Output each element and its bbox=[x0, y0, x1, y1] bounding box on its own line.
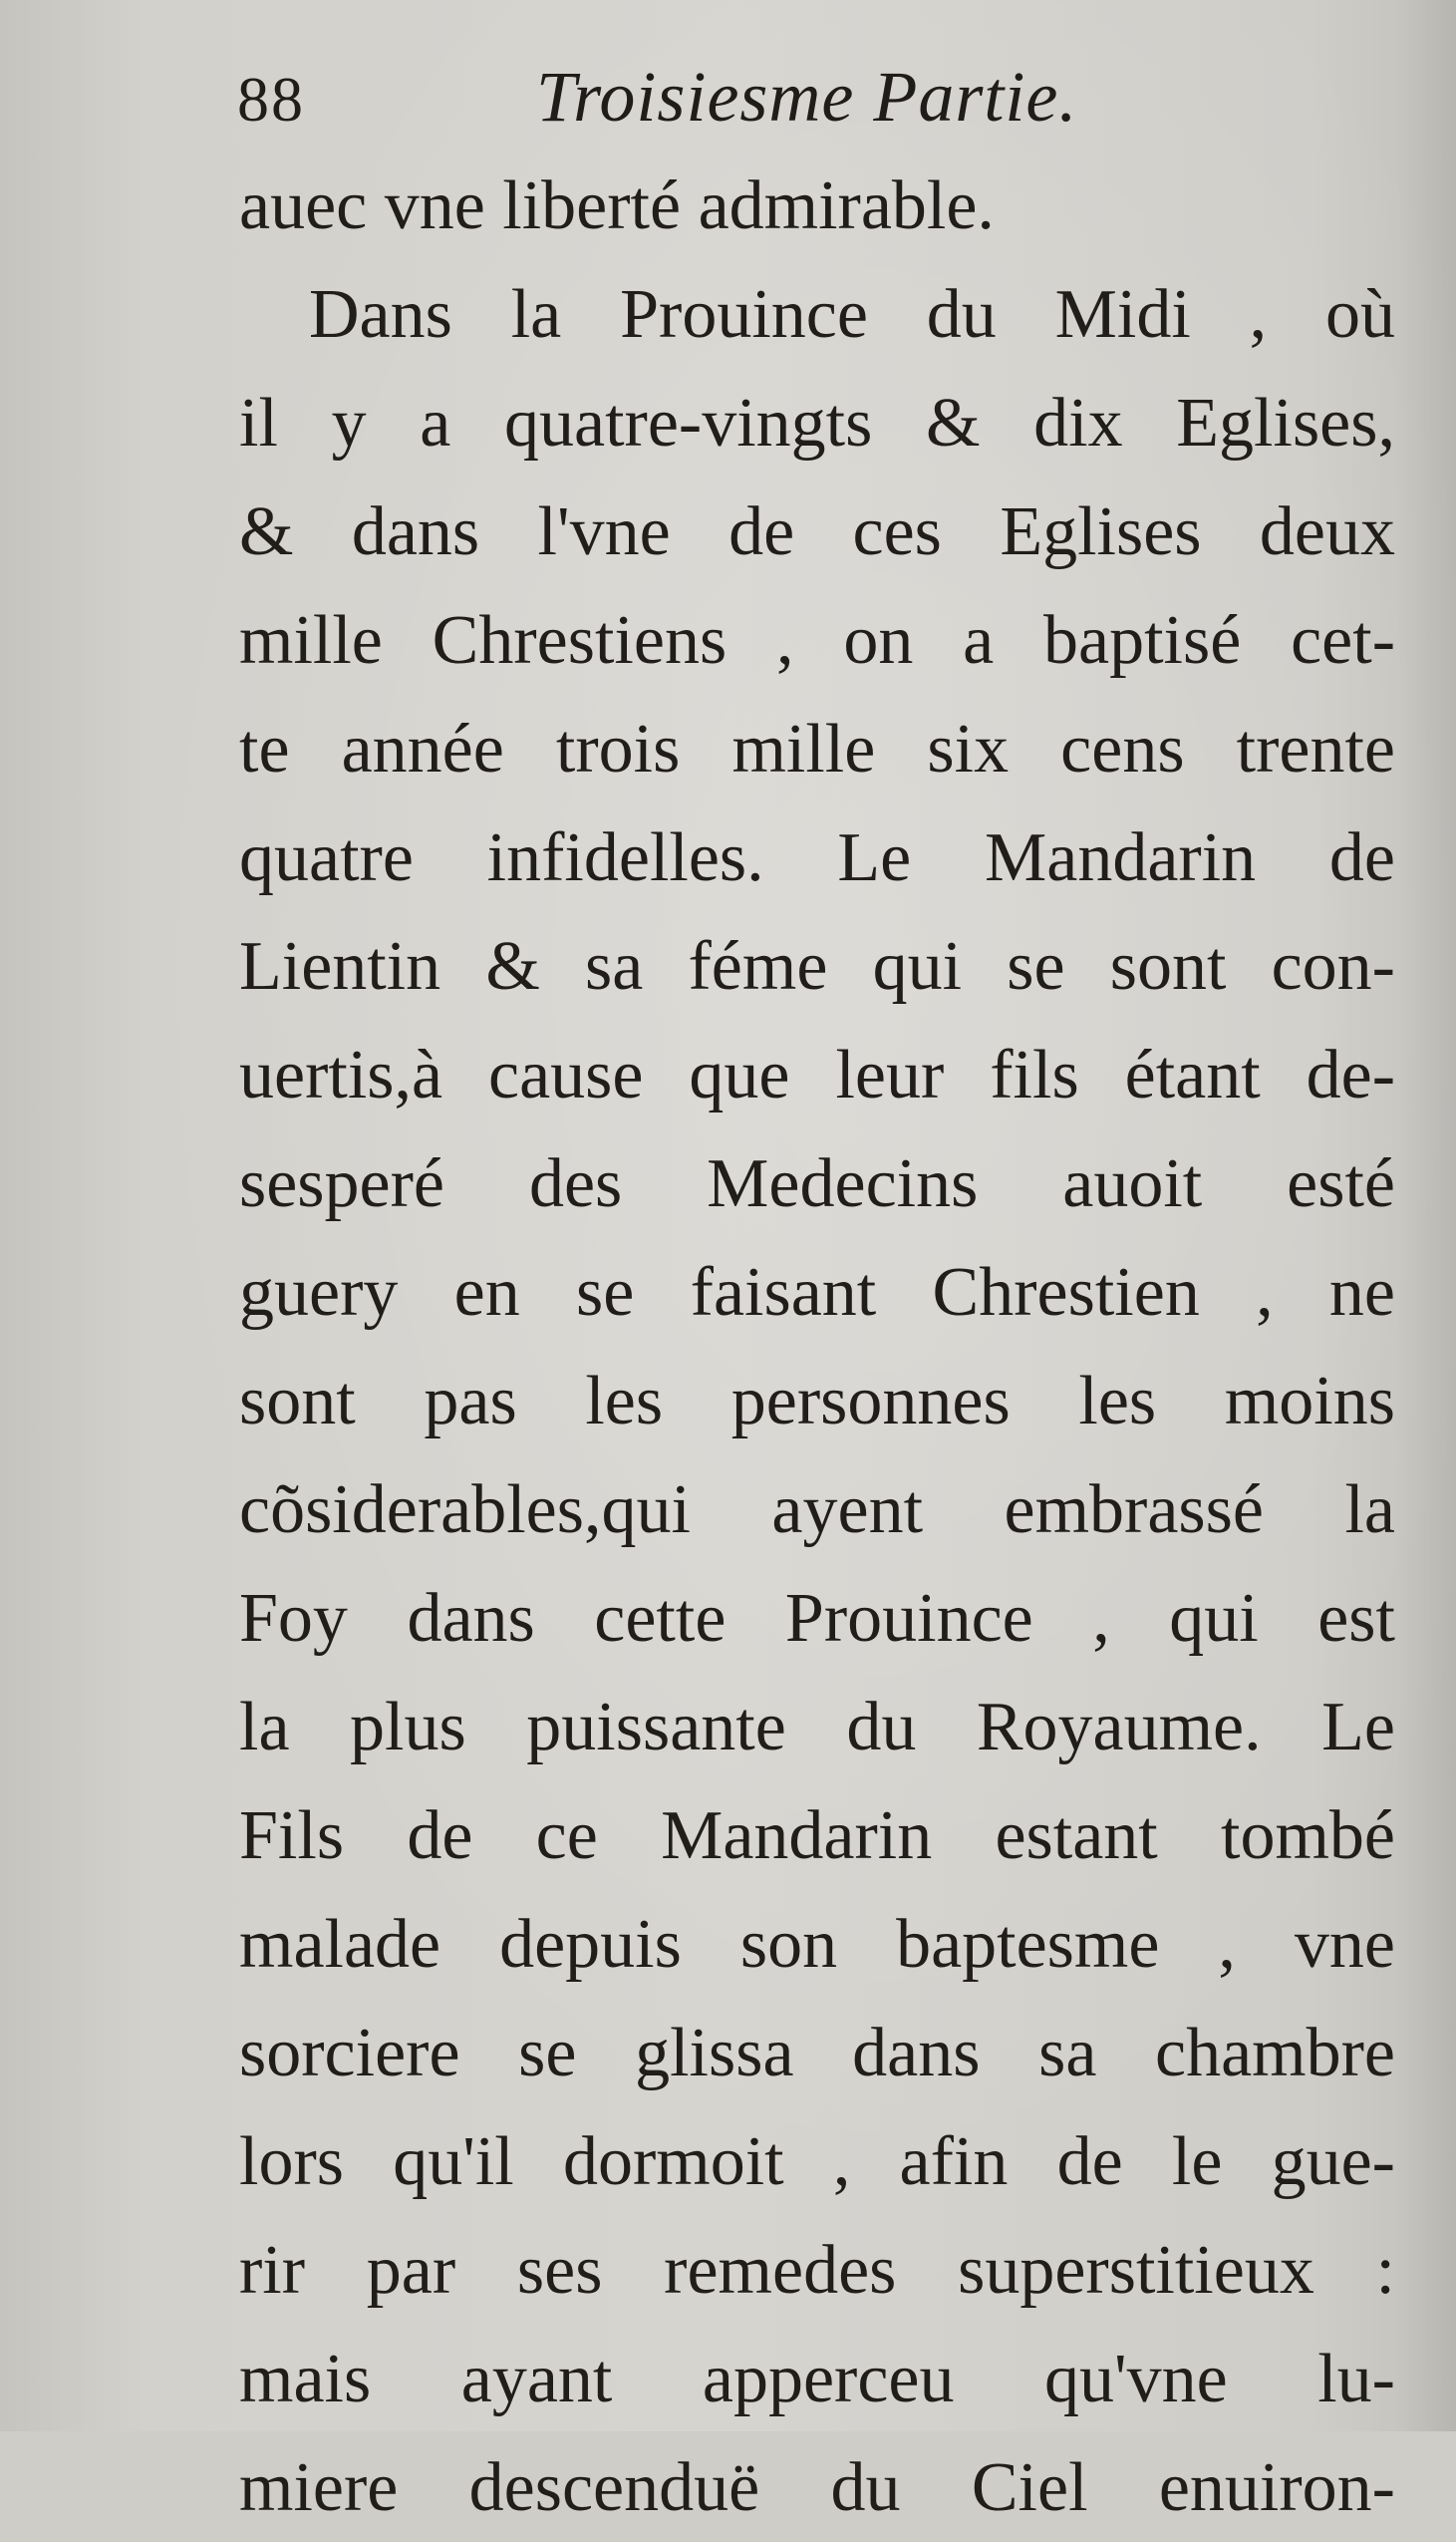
text-line: cõsiderables,qui ayent embrassé la bbox=[239, 1471, 1395, 1548]
text-line: miere descenduë du Ciel enuiron- bbox=[239, 2449, 1395, 2526]
text-line: te année trois mille six cens trente bbox=[239, 711, 1395, 788]
page-edge-shadow bbox=[1396, 0, 1456, 2431]
text-line: Fils de ce Mandarin estant tombé bbox=[239, 1797, 1395, 1874]
text-line: sorciere se glissa dans sa chambre bbox=[239, 2015, 1395, 2091]
text-line: auec vne liberté admirable. bbox=[239, 167, 995, 244]
text-line: mille Chrestiens , on a baptisé cet- bbox=[239, 602, 1395, 679]
text-line: guery en se faisant Chrestien , ne bbox=[239, 1254, 1395, 1331]
text-line: Lientin & sa féme qui se sont con- bbox=[239, 928, 1395, 1005]
text-line: rir par ses remedes superstitieux : bbox=[239, 2232, 1395, 2309]
text-line: Dans la Prouince du Midi , où bbox=[309, 276, 1395, 353]
running-head bbox=[237, 52, 1234, 142]
text-line: lors qu'il dormoit , afin de le gue- bbox=[239, 2123, 1395, 2200]
text-line: sesperé des Medecins auoit esté bbox=[239, 1145, 1395, 1222]
text-line: & dans l'vne de ces Eglises deux bbox=[239, 493, 1395, 570]
text-line: malade depuis son baptesme , vne bbox=[239, 1906, 1395, 1983]
body-text bbox=[239, 152, 1395, 2542]
text-line: Foy dans cette Prouince , qui est bbox=[239, 1580, 1395, 1657]
text-line: quatre infidelles. Le Mandarin de bbox=[239, 819, 1395, 896]
text-line: il y a quatre-vingts & dix Eglises, bbox=[239, 385, 1395, 462]
running-title: Troisiesme Partie. bbox=[536, 57, 1078, 137]
text-line: sont pas les personnes les moins bbox=[239, 1363, 1395, 1439]
text-line: mais ayant apperceu qu'vne lu- bbox=[239, 2341, 1395, 2417]
text-line: uertis,à cause que leur fils étant de- bbox=[239, 1037, 1395, 1113]
text-line: la plus puissante du Royaume. Le bbox=[239, 1689, 1395, 1765]
page-number: 88 bbox=[237, 64, 305, 135]
